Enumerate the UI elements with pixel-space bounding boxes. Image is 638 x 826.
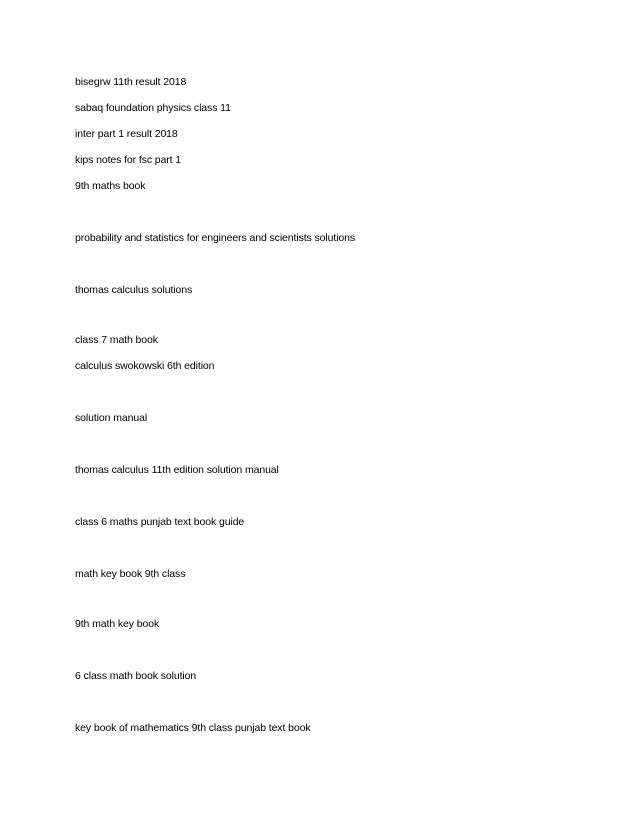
text-line: 9th math key book: [75, 618, 160, 630]
text-line: class 7 math book: [75, 334, 158, 346]
text-line: sabaq foundation physics class 11: [75, 102, 231, 114]
text-line: bisegrw 11th result 2018: [75, 76, 187, 88]
text-line: probability and statistics for engineers and scientists solutions: [75, 232, 356, 244]
text-line: thomas calculus 11th edition solution manual: [75, 464, 279, 476]
text-line: calculus swokowski 6th edition: [75, 360, 215, 372]
text-line: thomas calculus solutions: [75, 284, 193, 296]
text-line: 6 class math book solution: [75, 670, 197, 682]
text-line: 9th maths book: [75, 180, 146, 192]
text-line: math key book 9th class: [75, 568, 186, 580]
text-line: inter part 1 result 2018: [75, 128, 178, 140]
text-line: class 6 maths punjab text book guide: [75, 516, 245, 528]
text-line: key book of mathematics 9th class punjab text book: [75, 722, 311, 734]
text-line: solution manual: [75, 412, 148, 424]
text-line: kips notes for fsc part 1: [75, 154, 182, 166]
